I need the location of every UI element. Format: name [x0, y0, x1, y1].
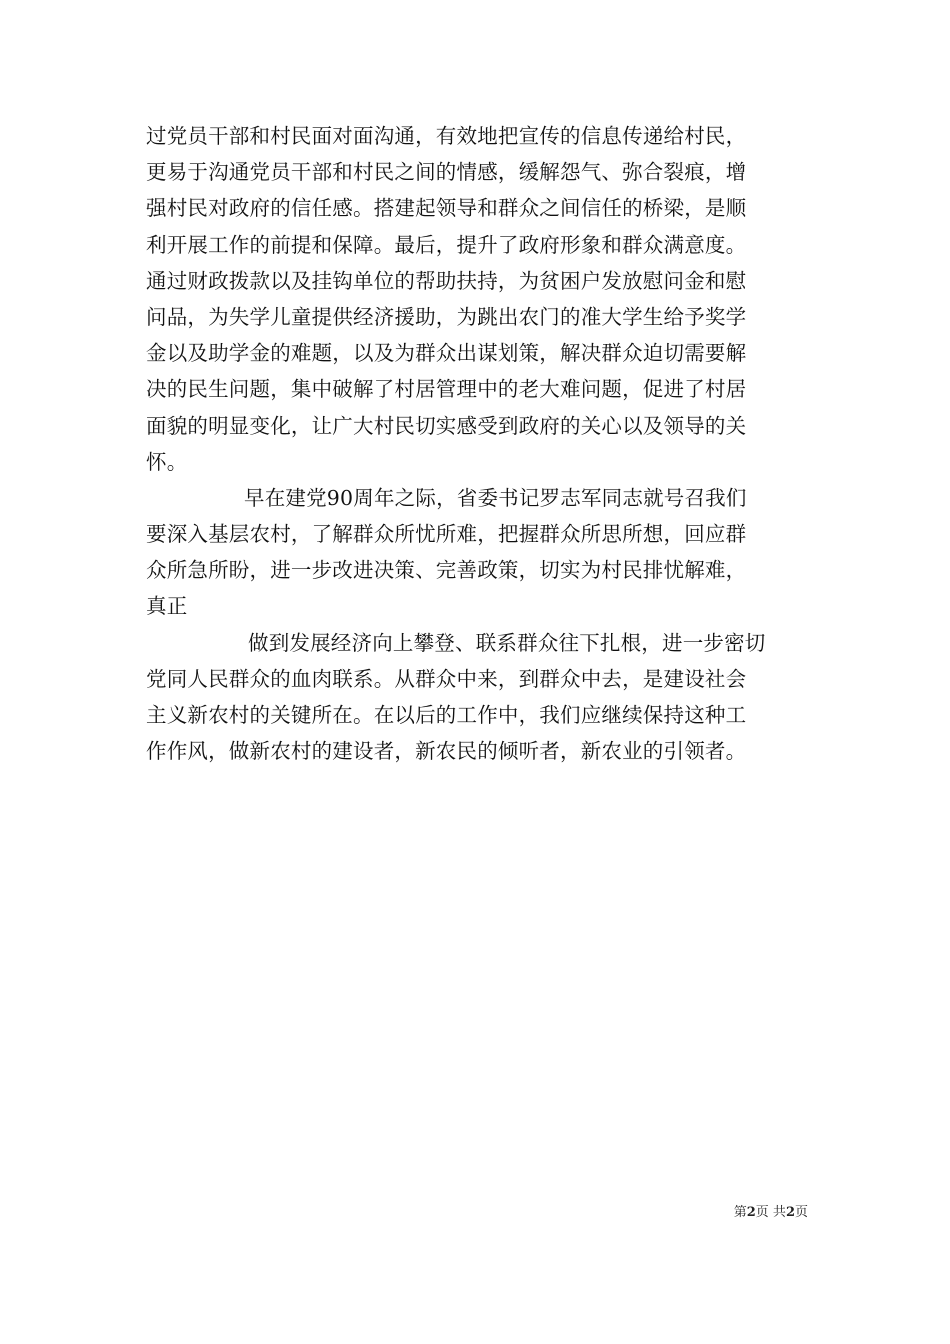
- text-line: 主义新农村的关键所在。在以后的工作中，我们应继续保持这种工: [146, 703, 747, 727]
- footer-middle: 页 共: [755, 1205, 786, 1220]
- text-line: 强村民对政府的信任感。搭建起领导和群众之间信任的桥梁，是顺: [146, 196, 747, 221]
- paragraph-start-line: 早在建党90周年之际，省委书记罗志军同志就号召我们: [244, 485, 747, 510]
- page-number-footer: [680, 1204, 808, 1222]
- paragraph-start-line: 做到发展经济向上攀登、联系群众往下扎根，进一步密切: [248, 630, 766, 655]
- footer-prefix: 第: [733, 1205, 747, 1220]
- text-line: 作作风，做新农村的建设者，新农民的倾听者，新农业的引领者。: [146, 739, 747, 764]
- text-line: 问品，为失学儿童提供经济援助，为跳出农门的准大学生给予奖学: [146, 304, 747, 329]
- text-line: 众所急所盼，进一步改进决策、完善政策，切实为村民排忧解难，: [146, 558, 747, 583]
- text-line: 怀。: [146, 449, 188, 474]
- total-page-count: 2: [785, 1205, 795, 1220]
- text-line: 要深入基层农村，了解群众所忧所难，把握群众所思所想，回应群: [146, 522, 747, 547]
- text-line: 决的民生问题，集中破解了村居管理中的老大难问题，促进了村居: [146, 377, 747, 402]
- text-line: 更易于沟通党员干部和村民之间的情感，缓解怨气、弥合裂痕，增: [146, 160, 747, 185]
- text-line: 金以及助学金的难题，以及为群众出谋划策，解决群众迫切需要解: [146, 341, 747, 366]
- footer-suffix: 页: [794, 1205, 808, 1220]
- document-body: [146, 118, 814, 769]
- text-line: 过党员干部和村民面对面沟通，有效地把宣传的信息传递给村民，: [146, 124, 747, 148]
- text-line: 党同人民群众的血肉联系。从群众中来，到群众中去，是建设社会: [146, 666, 747, 691]
- current-page-number: 2: [746, 1205, 756, 1220]
- text-line: 真正: [146, 594, 188, 619]
- text-line: 通过财政拨款以及挂钩单位的帮助扶持，为贫困户发放慰问金和慰: [146, 268, 747, 293]
- text-line: 利开展工作的前提和保障。最后，提升了政府形象和群众满意度。: [146, 232, 747, 257]
- text-line: 面貌的明显变化，让广大村民切实感受到政府的关心以及领导的关: [146, 413, 747, 438]
